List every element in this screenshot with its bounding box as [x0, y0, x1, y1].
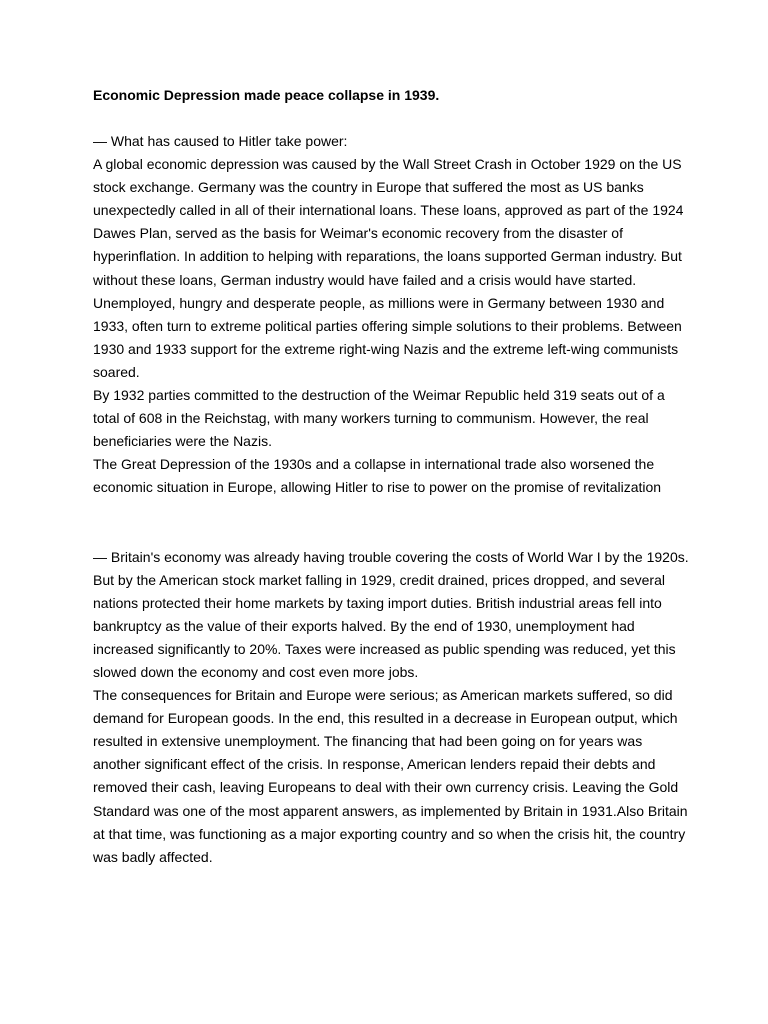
section-britain-economy	[93, 546, 693, 869]
document-page	[93, 86, 693, 869]
section-heading: — What has caused to Hitler take power:	[93, 133, 348, 149]
paragraph: The consequences for Britain and Europe were serious; as American markets suffered, so did demand for European goods. In the end, this resulted in a decrease in European output, which resulted in extensive unemployment. The financing that had been going on for years was another significant effect of the crisis. In response, American lenders repaid their debts and removed their cash, leaving Europeans to deal with their own currency crisis. Leaving the Gold Standard was one of the most apparent answers, as implemented by Britain in 1931.Also Britain at that time, was functioning as a major exporting country and so when the crisis hit, the country was badly affected.	[93, 687, 688, 865]
paragraph: The Great Depression of the 1930s and a collapse in international trade also worsened the economic situation in Europe, allowing Hitler to rise to power on the promise of revitalization	[93, 456, 662, 496]
paragraph: — Britain's economy was already having trouble covering the costs of World War I by the 1920s. But by the American stock market falling in 1929, credit drained, prices dropped, and several nations protected their home markets by taxing import duties. British industrial areas fell into bankruptcy as the value of their exports halved. By the end of 1930, unemployment had increased significantly to 20%. Taxes were increased as public spending was reduced, yet this slowed down the economy and cost even more jobs.	[93, 548, 689, 680]
paragraph: A global economic depression was caused by the Wall Street Crash in October 1929 on the US stock exchange. Germany was the country in Europe that suffered the most as US banks unexpectedly called in all of their international loans. These loans, approved as part of the 1924 Dawes Plan, served as the basis for Weimar's economic recovery from the disaster of hyperinflation. In addition to helping with reparations, the loans supported German industry. But without these loans, German industry would have failed and a crisis would have started. Unemployed, hungry and desperate people, as millions were in Germany between 1930 and 1933, often turn to extreme political parties offering simple solutions to their problems. Between 1930 and 1933 support for the extreme right-wing Nazis and the extreme left-wing communists soared.	[93, 156, 684, 380]
section-hitler-rise	[93, 130, 693, 500]
document-title: Economic Depression made peace collapse in 1939.	[93, 87, 440, 103]
paragraph: By 1932 parties committed to the destruction of the Weimar Republic held 319 seats out of a total of 608 in the Reichstag, with many workers turning to communism. However, the real beneficiaries were the Nazis.	[93, 387, 665, 450]
